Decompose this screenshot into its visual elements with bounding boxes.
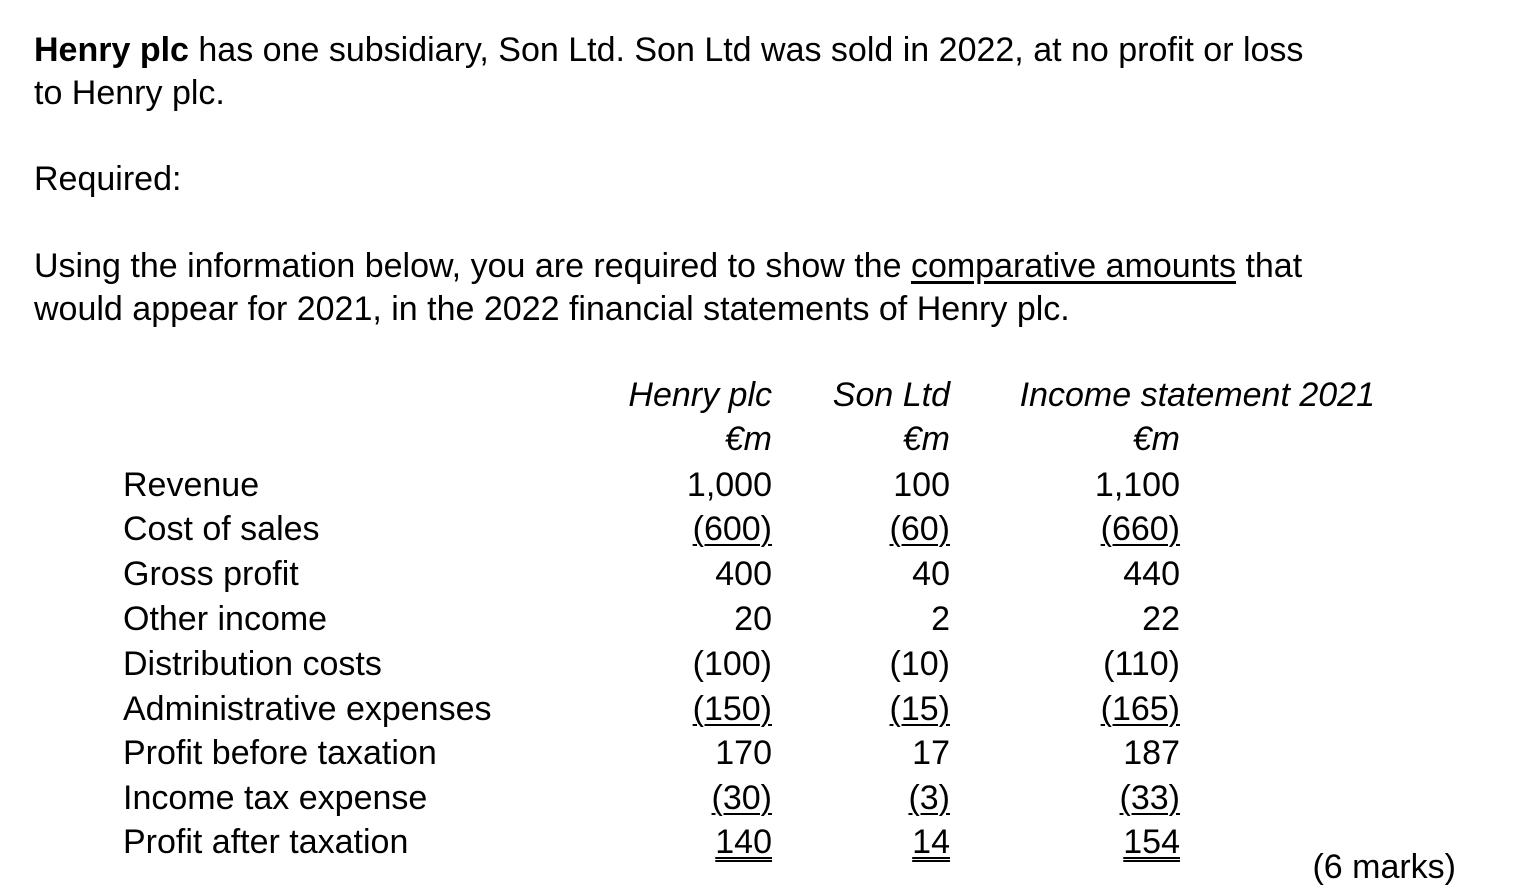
company-name-bold: Henry plc — [34, 31, 189, 69]
cell-revenue-son: 100 — [893, 466, 950, 504]
cell-admin-expenses-henry: (150) — [692, 690, 772, 728]
cell-gross-profit-henry: 400 — [715, 555, 772, 593]
cell-income-tax-son: (3) — [908, 779, 950, 817]
cell-other-income-income: 22 — [1142, 600, 1180, 638]
row-label-distribution-costs: Distribution costs — [123, 645, 382, 683]
row-label-income-tax: Income tax expense — [123, 779, 428, 817]
cell-profit-before-tax-income: 187 — [1123, 734, 1180, 772]
header-income-statement: Income statement 2021 — [1019, 376, 1375, 414]
cell-admin-expenses-son: (15) — [889, 690, 950, 728]
row-label-other-income: Other income — [123, 600, 328, 638]
instruction-pre: Using the information below, you are required to show the — [34, 247, 911, 285]
cell-other-income-henry: 20 — [734, 600, 772, 638]
cell-admin-expenses-income: (165) — [1100, 690, 1180, 728]
row-label-revenue: Revenue — [123, 466, 260, 504]
header-henry-plc: Henry plc — [628, 376, 772, 414]
cell-income-tax-henry: (30) — [711, 779, 772, 817]
cell-distribution-costs-income: (110) — [1103, 645, 1180, 683]
header-son-ltd: Son Ltd — [832, 376, 950, 414]
cell-profit-after-tax-income: 154 — [1123, 823, 1180, 861]
required-label: Required: — [34, 160, 182, 198]
row-label-profit-before-tax: Profit before taxation — [123, 734, 437, 772]
unit-henry-plc: €m — [724, 420, 772, 458]
unit-son-ltd: €m — [902, 420, 950, 458]
cell-distribution-costs-son: (10) — [889, 645, 950, 683]
intro-line2: to Henry plc. — [34, 74, 225, 112]
intro-paragraph — [34, 29, 1494, 115]
cell-gross-profit-income: 440 — [1123, 555, 1180, 593]
cell-cost-of-sales-henry: (600) — [692, 510, 772, 548]
cell-profit-after-tax-son: 14 — [912, 823, 950, 861]
cell-distribution-costs-henry: (100) — [692, 645, 772, 683]
cell-revenue-income: 1,100 — [1094, 466, 1180, 504]
cell-cost-of-sales-income: (660) — [1100, 510, 1180, 548]
cell-profit-before-tax-henry: 170 — [715, 734, 772, 772]
row-label-gross-profit: Gross profit — [123, 555, 299, 593]
instruction-underlined: comparative amounts — [910, 247, 1236, 285]
instruction-post: that — [1236, 247, 1303, 285]
cell-profit-after-tax-henry: 140 — [715, 823, 772, 861]
cell-cost-of-sales-son: (60) — [889, 510, 950, 548]
marks-text-cutoff: (6 marks) — [1312, 848, 1456, 886]
cell-revenue-henry: 1,000 — [686, 466, 772, 504]
row-label-profit-after-tax: Profit after taxation — [123, 823, 409, 861]
cell-gross-profit-son: 40 — [912, 555, 950, 593]
instruction-line2: would appear for 2021, in the 2022 financial statements of Henry plc. — [34, 290, 1070, 328]
cell-income-tax-income: (33) — [1119, 779, 1180, 817]
row-label-cost-of-sales: Cost of sales — [123, 510, 320, 548]
instruction-paragraph — [34, 245, 1494, 331]
cell-profit-before-tax-son: 17 — [912, 734, 950, 772]
unit-income-statement: €m — [1132, 420, 1180, 458]
cell-other-income-son: 2 — [931, 600, 950, 638]
intro-line1: has one subsidiary, Son Ltd. Son Ltd was sold in 2022, at no profit or loss — [188, 31, 1304, 69]
row-label-administrative-expenses: Administrative expenses — [123, 690, 492, 728]
